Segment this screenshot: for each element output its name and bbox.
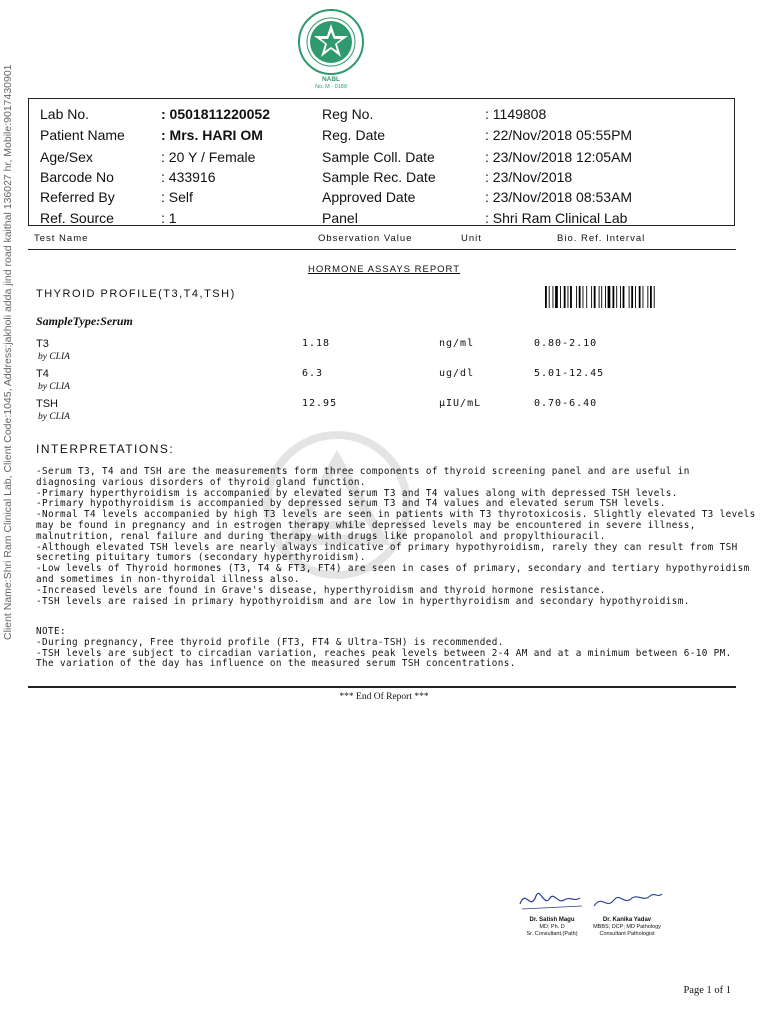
barcode-image — [545, 286, 687, 308]
doctor-1-name: Dr. Satish Magu — [529, 917, 575, 923]
referred-by-label: Referred By — [40, 189, 115, 205]
note-line: -TSH levels are subject to circadian variation, reaches peak levels between 2-4 AM and at a minimum between 6-10 PM. — [36, 647, 732, 659]
interp-line: -Serum T3, T4 and TSH are the measurements form three components of thyroid screening panel and are useful in — [36, 466, 690, 477]
signature-satish-magu — [512, 882, 602, 918]
sample-type: SampleType:Serum — [36, 314, 133, 328]
doctor-2-name: Dr. Kanika Yadav — [602, 917, 652, 923]
patient-info-box — [28, 98, 735, 226]
test-method: by CLIA — [38, 412, 70, 422]
patient-name-value: : Mrs. HARI OM — [161, 127, 263, 143]
interp-line: may be found in pregnancy and in estrogen therapy while depressed levels may be encountered in severe illness, — [36, 519, 696, 531]
signature-kanika-yadav — [590, 882, 680, 918]
nabl-logo — [296, 8, 366, 88]
test-unit: ug/dl — [439, 368, 475, 379]
reg-no-value: : 1149808 — [485, 106, 547, 122]
approved-date-label: Approved Date — [322, 189, 416, 205]
barcode-label: Barcode No — [40, 169, 114, 185]
barcode-value: : 433916 — [161, 169, 216, 185]
doctor-2-degree: MBBS; DCP; MD Pathology — [593, 924, 661, 930]
panel-label: Panel — [322, 210, 358, 226]
age-sex-label: Age/Sex — [40, 149, 93, 165]
doctor-1-title: Sr. Consultant,(Path) — [526, 931, 578, 937]
interp-line: -Increased levels are found in Grave's disease, hyperthyroidism and thyroid hormone resistance. — [36, 584, 606, 596]
ref-source-value: : 1 — [161, 210, 177, 226]
interp-line: -Primary hypothyroidism is accompanied by depressed serum T3 and T4 values and elevated serum TSH levels. — [36, 498, 666, 510]
note-line: The variation of the day has influence on the measured serum TSH concentrations. — [36, 658, 516, 670]
interp-line: -TSH levels are raised in primary hypothyroidism and are low in hyperthyroidism and secondary hypothyroidism. — [36, 595, 690, 607]
lab-no-label: Lab No. — [40, 106, 90, 122]
col-ref-interval: Bio. Ref. Interval — [557, 233, 646, 244]
sample-coll-label: Sample Coll. Date — [322, 149, 435, 165]
test-method: by CLIA — [38, 382, 70, 392]
test-value: 12.95 — [302, 398, 338, 409]
test-ref: 0.70-6.40 — [534, 398, 598, 409]
note-section — [36, 626, 732, 670]
report-title-text: HORMONE ASSAYS REPORT — [307, 264, 461, 275]
report-title — [0, 264, 768, 275]
interp-line: diagnosing various disorders of thyroid gland function. — [36, 476, 366, 488]
sample-rec-label: Sample Rec. Date — [322, 169, 436, 185]
test-name: T4 — [36, 368, 49, 380]
interpretations-text — [36, 466, 756, 607]
doctor-2-title: Consultant Pathologist — [599, 931, 655, 937]
client-info-vertical: Client Name:Shri Ram Clinical Lab, Client Code:1045, Address:jakholi adda jind road kaithal 136027 hr, Mobile:9017430901 — [2, 64, 14, 640]
nabl-logo-name: NABL — [321, 76, 341, 83]
sample-coll-value: : 23/Nov/2018 12:05AM — [485, 149, 633, 165]
test-value: 6.3 — [302, 368, 324, 379]
doctor-2-credentials — [582, 917, 672, 938]
reg-date-label: Reg. Date — [322, 127, 386, 143]
referred-by-value: : Self — [161, 189, 193, 205]
nabl-logo-cert: No. M - 0189 — [315, 84, 347, 88]
reg-no-label: Reg No. — [322, 106, 374, 122]
panel-value: : Shri Ram Clinical Lab — [485, 210, 628, 226]
ref-source-label: Ref. Source — [40, 210, 114, 226]
interp-line: -Low levels of Thyroid hormones (T3, T4 & FT3, FT4) are seen in cases of primary, secondary and tertiary hypothyroidism — [36, 563, 750, 575]
col-observation: Observation Value — [318, 233, 413, 244]
interp-line: -Primary hyperthyroidism is accompanied by elevated serum T3 and T4 values along with depressed TSH levels. — [36, 487, 678, 499]
note-line: -During pregnancy, Free thyroid profile (FT3, FT4 & Ultra-TSH) is recommended. — [36, 636, 504, 648]
col-test-name: Test Name — [34, 233, 89, 244]
end-of-report: *** End Of Report *** — [339, 692, 429, 702]
test-method: by CLIA — [38, 352, 70, 362]
page-number: Page 1 of 1 — [683, 985, 731, 996]
profile-title: THYROID PROFILE(T3,T4,TSH) — [36, 288, 236, 300]
test-name: T3 — [36, 338, 49, 350]
interp-line: -Normal T4 levels accompanied by high T3 levels are seen in patients with T3 thyrotoxicosis. Slightly elevated T3 levels — [36, 509, 756, 521]
age-sex-value: : 20 Y / Female — [161, 149, 256, 165]
test-value: 1.18 — [302, 338, 331, 349]
header-rule — [28, 249, 736, 250]
reg-date-value: : 22/Nov/2018 05:55PM — [485, 127, 633, 143]
interp-line: secreting pituitary tumors (secondary hyperthyroidism). — [36, 552, 366, 564]
test-name: TSH — [36, 398, 58, 410]
doctor-1-degree: MD; Ph. D — [539, 924, 565, 930]
test-unit: ng/ml — [439, 338, 475, 349]
interp-line: -Although elevated TSH levels are nearly always indicative of primary hypothyroidism, rarely they can result from TSH — [36, 541, 738, 553]
col-unit: Unit — [461, 233, 482, 244]
lab-no-value: : 0501811220052 — [161, 106, 270, 122]
test-ref: 5.01-12.45 — [534, 368, 605, 379]
interpretations-heading: INTERPRETATIONS: — [36, 442, 175, 456]
end-rule — [28, 686, 736, 688]
test-unit: µIU/mL — [439, 398, 482, 409]
sample-rec-value: : 23/Nov/2018 — [485, 169, 573, 185]
patient-name-label: Patient Name — [40, 127, 125, 143]
interp-line: malnutrition, renal failure and during therapy with drugs like propanolol and propylthiouracil. — [36, 530, 606, 542]
note-line: NOTE: — [36, 626, 66, 637]
interp-line: and sometimes in non-thyroidal illness also. — [36, 573, 300, 585]
approved-date-value: : 23/Nov/2018 08:53AM — [485, 189, 633, 205]
test-ref: 0.80-2.10 — [534, 338, 598, 349]
